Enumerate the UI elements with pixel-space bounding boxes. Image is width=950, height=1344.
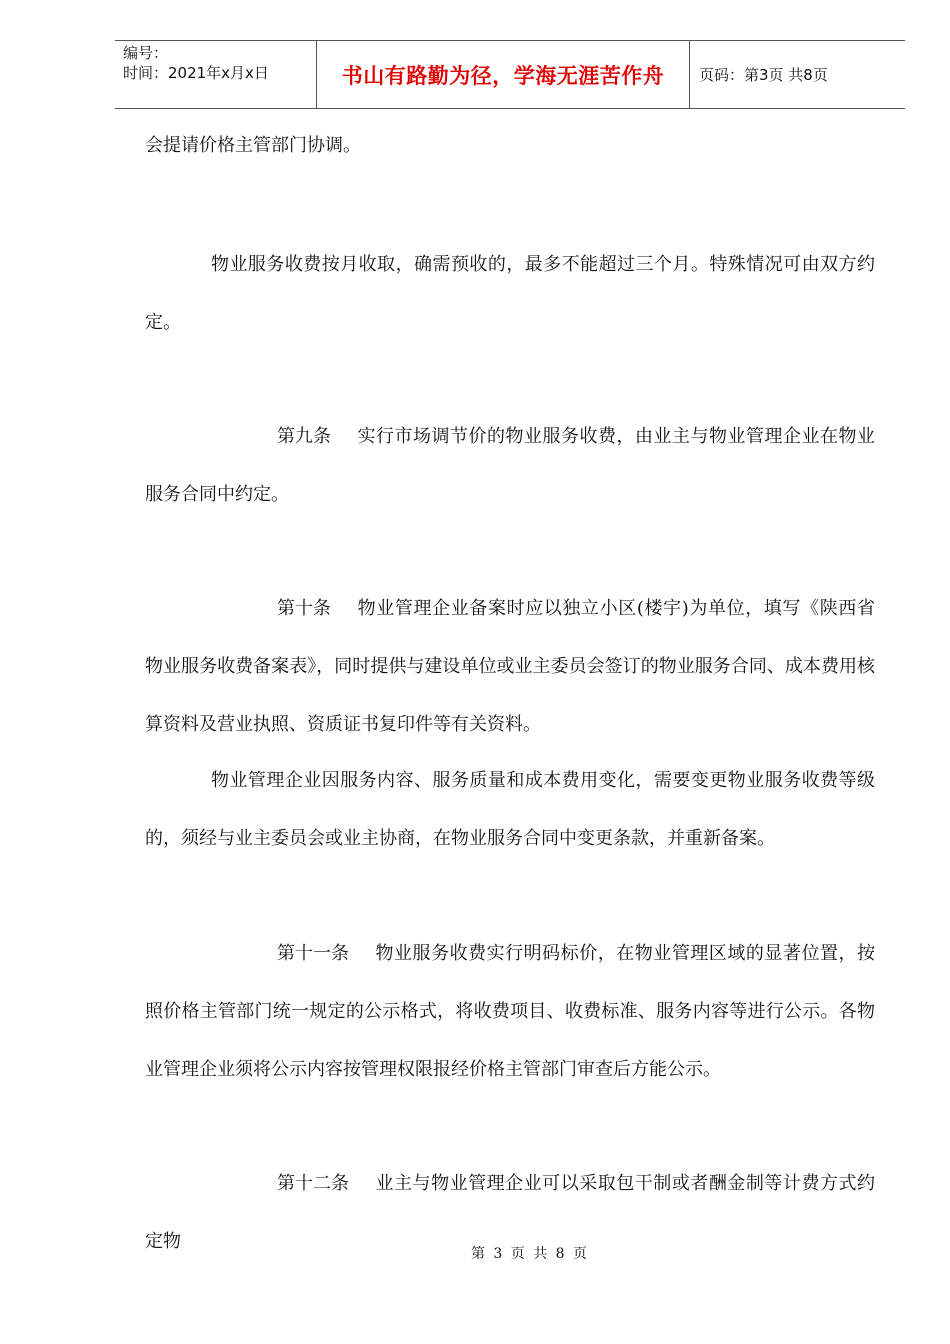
header-page-cell <box>689 41 905 108</box>
article-number: 第九条 <box>277 426 331 447</box>
paragraph-text: 实行市场调节价的物业服务收费，由业主与物业管理企业在物业服务合同中约定。 <box>145 426 875 505</box>
header-motto: 书山有路勤为径，学海无涯苦作舟 <box>341 63 665 88</box>
paragraph-text: 物业管理企业备案时应以独立小区(楼宇)为单位，填写《陕西省物业服务收费备案表》，同时提供与建设单位或业主委员会签订的物业服务合同、成本费用核算资料及营业执照、资质证书复印件等有关资料。 <box>145 598 875 735</box>
date-label: 时间：2021年x月x日 <box>123 64 269 82</box>
article-11 <box>145 925 875 1099</box>
article-10 <box>145 580 875 754</box>
article-number: 第十二条 <box>277 1173 349 1194</box>
serial-number-label: 编号： <box>123 44 169 62</box>
paragraph-text: 会提请价格主管部门协调。 <box>145 135 361 156</box>
paragraph-continuation <box>145 117 875 175</box>
paragraph-text: 业主与物业管理企业可以采取包干制或者酬金制等计费方式约定物 <box>145 1173 875 1252</box>
footer-page-number: 第 3 页 共 8 页 <box>470 1246 590 1262</box>
paragraph-fee-change <box>145 752 875 868</box>
article-9 <box>145 408 875 524</box>
paragraph-text: 物业服务收费按月收取，确需预收的，最多不能超过三个月。特殊情况可由双方约定。 <box>145 254 875 333</box>
article-number: 第十一条 <box>277 943 349 964</box>
header-page-info: 页码：第3页 共8页 <box>699 66 828 84</box>
page-header <box>115 40 905 109</box>
paragraph-text: 物业服务收费实行明码标价，在物业管理区域的显著位置，按照价格主管部门统一规定的公示格式，将收费项目、收费标准、服务内容等进行公示。各物业管理企业须将公示内容按管理权限报经价格主管部门审查后方能公示。 <box>145 943 875 1080</box>
header-motto-cell <box>316 41 690 108</box>
paragraph-fee-collection <box>145 236 875 352</box>
header-meta <box>115 41 315 108</box>
page-footer <box>0 1243 950 1263</box>
paragraph-text: 物业管理企业因服务内容、服务质量和成本费用变化，需要变更物业服务收费等级的，须经与业主委员会或业主协商，在物业服务合同中变更条款，并重新备案。 <box>145 770 875 849</box>
article-number: 第十条 <box>277 598 331 619</box>
